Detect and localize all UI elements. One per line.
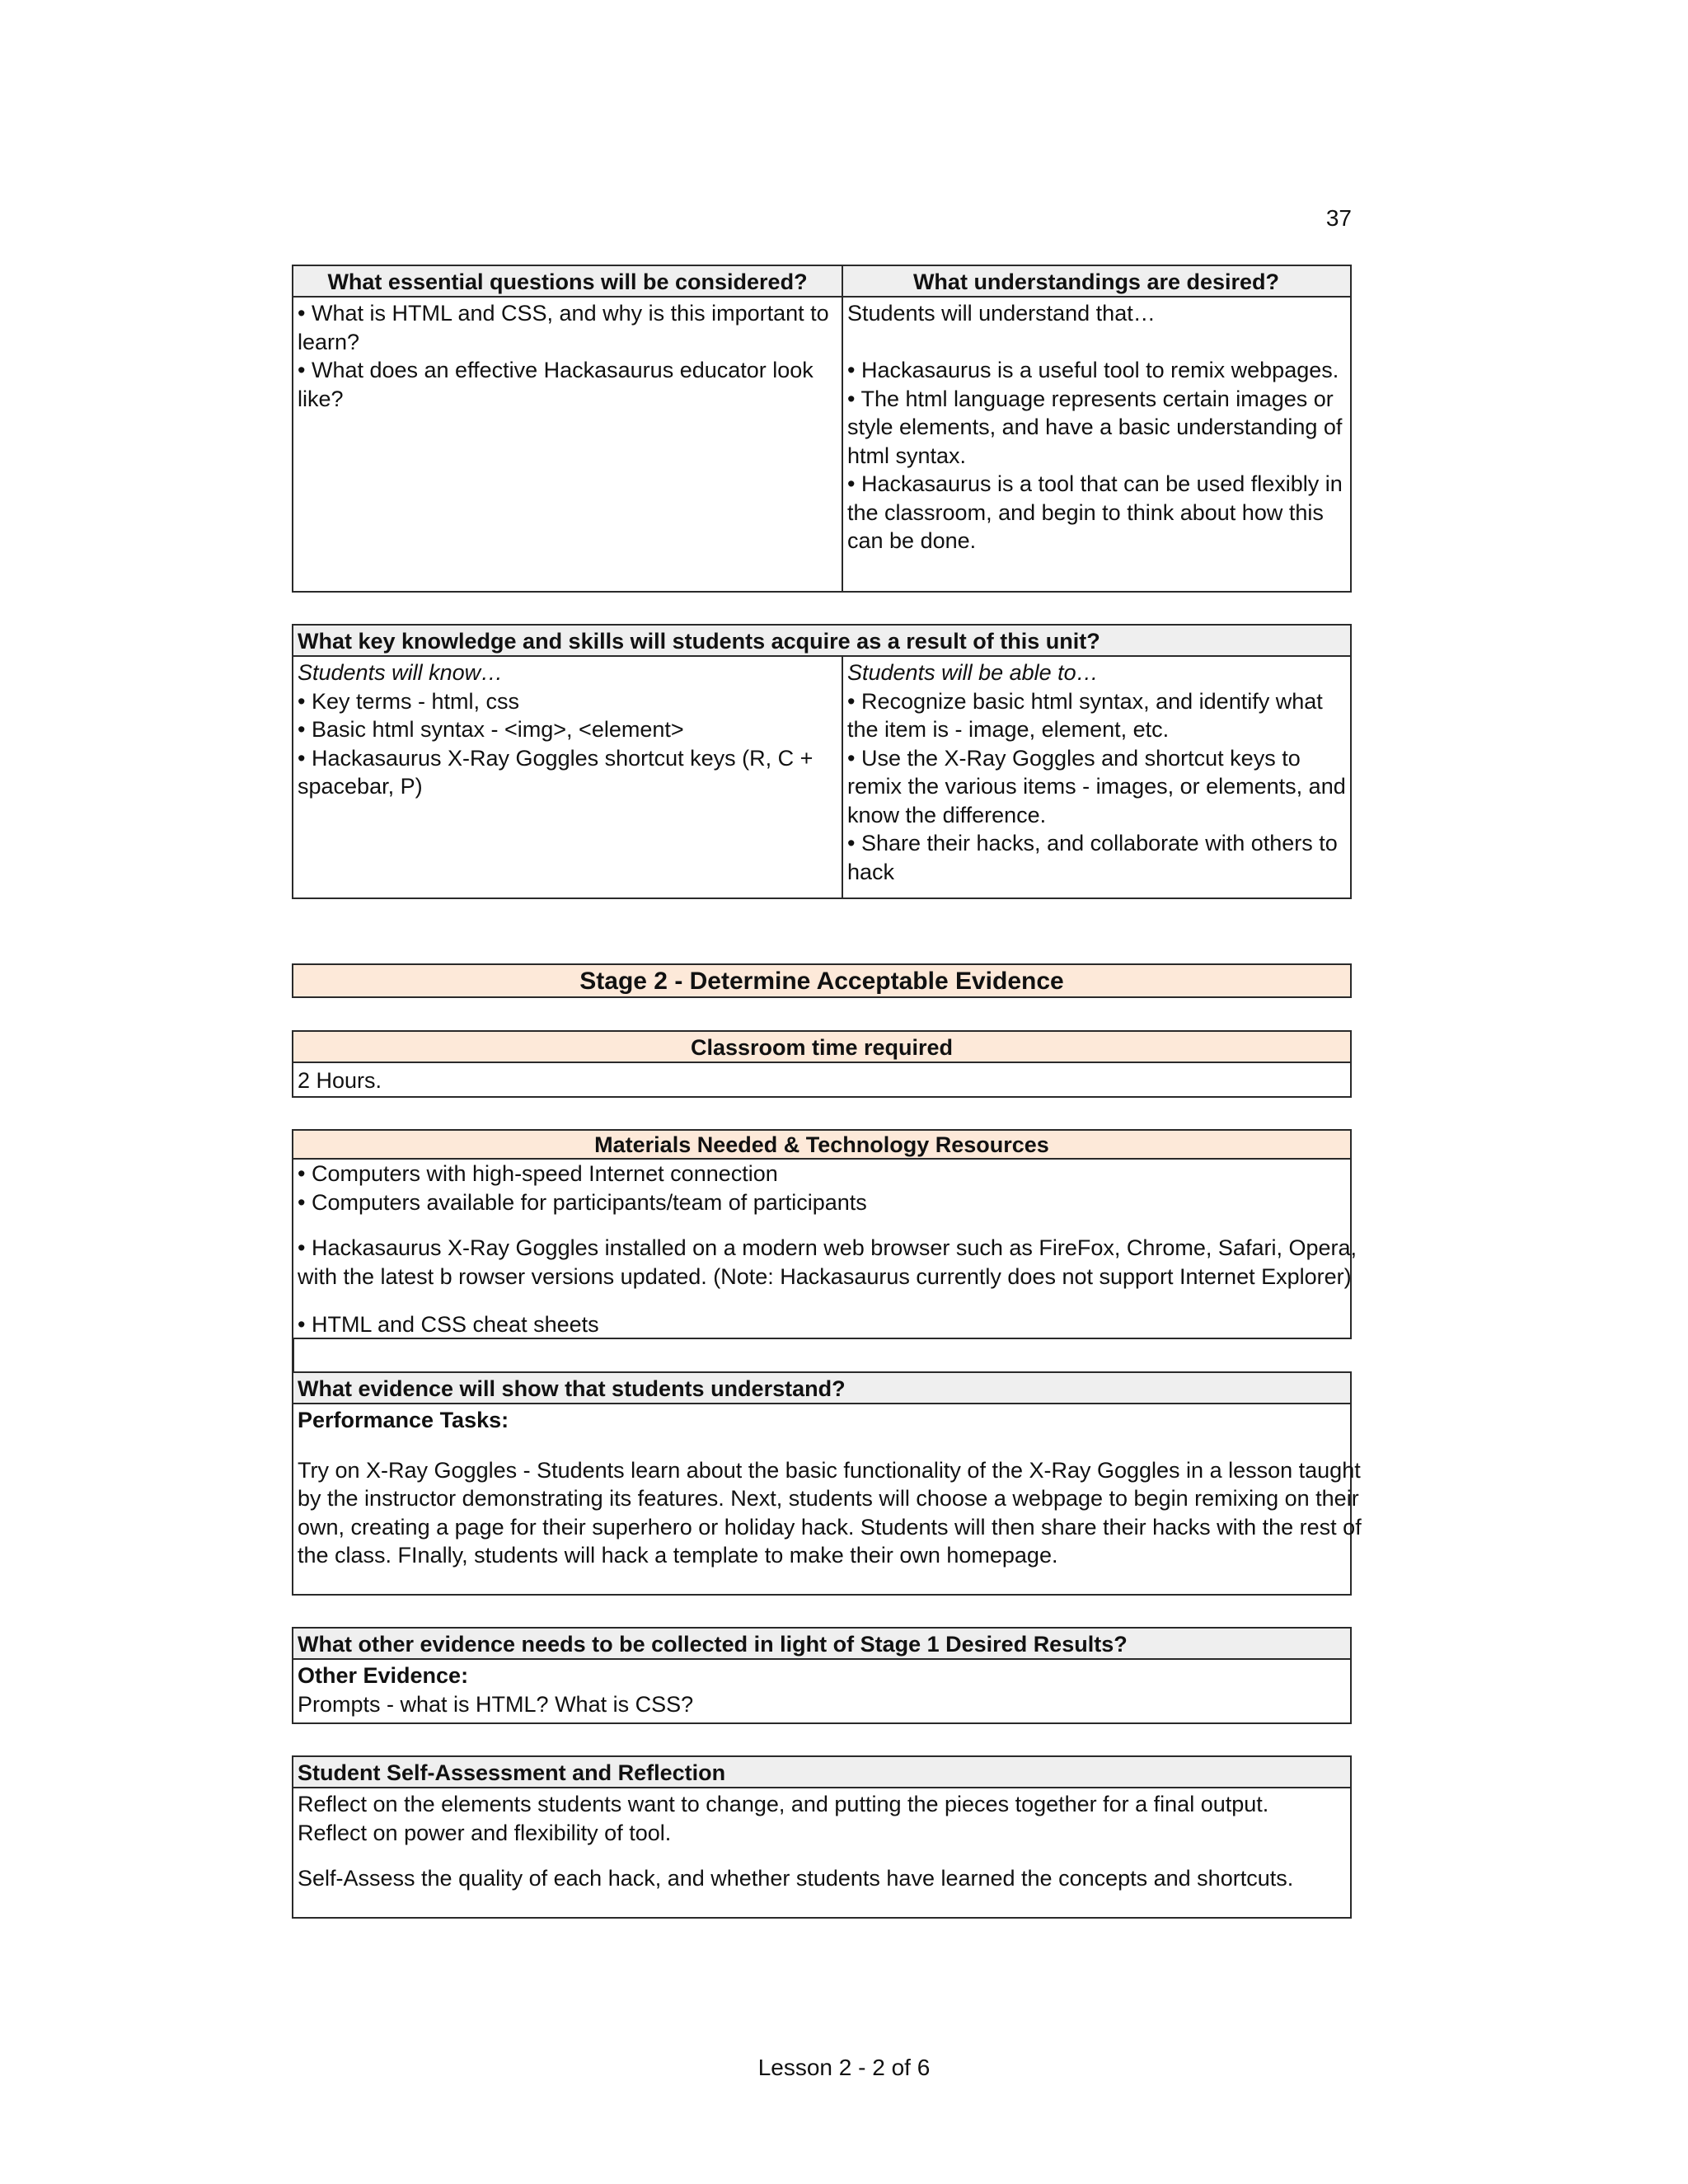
other-evidence-table xyxy=(292,1627,1352,1724)
understanding-line: • Hackasaurus is a tool that can be used flexibly in xyxy=(847,471,1343,496)
spacer xyxy=(298,1291,1350,1310)
self-assessment-body xyxy=(293,1788,1350,1893)
essential-questions-table xyxy=(292,265,1352,593)
material-line: • HTML and CSS cheat sheets xyxy=(298,1312,599,1337)
evidence-line: Try on X-Ray Goggles - Students learn about the basic functionality of the X-Ray Goggles in a lesson taught xyxy=(298,1457,1361,1483)
essential-questions-header-row xyxy=(293,266,1350,298)
materials-header: Materials Needed & Technology Resources xyxy=(293,1131,1350,1160)
skill-line: hack xyxy=(847,859,895,884)
stage-2-title: Stage 2 - Determine Acceptable Evidence xyxy=(292,963,1352,998)
evidence-line: own, creating a page for their superhero or holiday hack. Students will then share their hacks with the rest of xyxy=(298,1514,1362,1540)
knowledge-line: • Basic html syntax - <img>, <element> xyxy=(298,717,684,742)
evidence-table xyxy=(292,1371,1362,1596)
understanding-line: • Hackasaurus is a useful tool to remix webpages. xyxy=(847,358,1339,382)
material-line: • Hackasaurus X-Ray Goggles installed on a modern web browser such as FireFox, Chrome, Safari, Opera, xyxy=(298,1235,1357,1260)
other-evidence-body xyxy=(293,1660,1350,1718)
materials-divider xyxy=(292,1338,294,1373)
materials-table xyxy=(292,1129,1357,1339)
page-number: 37 xyxy=(1325,205,1352,231)
students-will-be-able-list xyxy=(843,657,1349,898)
spacer xyxy=(298,1847,1350,1864)
understanding-line: html syntax. xyxy=(847,443,967,468)
page-footer: Lesson 2 - 2 of 6 xyxy=(757,2055,931,2080)
materials-list xyxy=(293,1160,1357,1339)
students-will-be-able-intro: Students will be able to… xyxy=(847,660,1099,685)
material-line: • Computers available for participants/team of participants xyxy=(298,1189,867,1215)
skill-line: know the difference. xyxy=(847,802,1047,827)
evidence-body xyxy=(293,1404,1362,1570)
question-line: • What does an effective Hackasaurus educator look xyxy=(298,358,814,382)
spacer xyxy=(298,1435,1350,1456)
understandings-list xyxy=(843,298,1349,591)
students-will-know-intro: Students will know… xyxy=(298,660,504,685)
skill-line: • Recognize basic html syntax, and identify what xyxy=(847,688,1323,714)
key-knowledge-body xyxy=(293,657,1350,898)
classroom-time-value: 2 Hours. xyxy=(298,1068,382,1093)
question-line: like? xyxy=(298,386,344,411)
question-line: • What is HTML and CSS, and why is this important to xyxy=(298,301,829,326)
reflection-line: Reflect on power and flexibility of tool. xyxy=(298,1820,672,1845)
knowledge-line: • Hackasaurus X-Ray Goggles shortcut keys (R, C + xyxy=(298,745,814,771)
understanding-line: can be done. xyxy=(847,528,977,553)
material-line: with the latest b rowser versions updated. (Note: Hackasaurus currently does not support Internet Explorer) xyxy=(298,1263,1352,1289)
spacer xyxy=(847,328,1349,357)
essential-questions-list xyxy=(293,298,843,591)
self-assessment-table xyxy=(292,1755,1352,1919)
understandings-intro: Students will understand that… xyxy=(847,301,1156,326)
evidence-header: What evidence will show that students understand? xyxy=(293,1373,1350,1404)
skill-line: • Share their hacks, and collaborate with others to xyxy=(847,831,1338,855)
self-assessment-header: Student Self-Assessment and Reflection xyxy=(293,1757,1350,1788)
knowledge-line: spacebar, P) xyxy=(298,774,423,799)
key-knowledge-table xyxy=(292,624,1352,899)
essential-questions-header: What essential questions will be considered? xyxy=(293,266,843,296)
performance-tasks-label: Performance Tasks: xyxy=(298,1408,509,1432)
skill-line: remix the various items - images, or elements, and xyxy=(847,774,1346,799)
spacer xyxy=(298,1216,1350,1234)
classroom-time-header: Classroom time required xyxy=(293,1032,1350,1063)
understanding-line: the classroom, and begin to think about how this xyxy=(847,499,1324,525)
reflection-line: Reflect on the elements students want to change, and putting the pieces together for a final output. xyxy=(298,1792,1269,1816)
material-line: • Computers with high-speed Internet connection xyxy=(298,1161,778,1186)
evidence-line: by the instructor demonstrating its features. Next, students will choose a webpage to begin remixing on their xyxy=(298,1486,1359,1511)
other-evidence-header: What other evidence needs to be collected in light of Stage 1 Desired Results? xyxy=(293,1629,1350,1660)
understanding-line: • The html language represents certain images or xyxy=(847,386,1334,411)
key-knowledge-header: What key knowledge and skills will students acquire as a result of this unit? xyxy=(293,626,1350,657)
essential-questions-body xyxy=(293,298,1350,591)
evidence-line: the class. FInally, students will hack a template to make their own homepage. xyxy=(298,1543,1058,1568)
understanding-line: style elements, and have a basic understanding of xyxy=(847,415,1343,439)
understandings-header: What understandings are desired? xyxy=(912,269,1280,294)
skill-line: the item is - image, element, etc. xyxy=(847,717,1170,742)
self-assess-line: Self-Assess the quality of each hack, and whether students have learned the concepts and shortcuts. xyxy=(298,1866,1294,1891)
other-evidence-label: Other Evidence: xyxy=(298,1663,469,1688)
students-will-know-list xyxy=(293,657,843,898)
knowledge-line: • Key terms - html, css xyxy=(298,688,519,714)
other-evidence-line: Prompts - what is HTML? What is CSS? xyxy=(298,1691,694,1717)
question-line: learn? xyxy=(298,329,360,354)
skill-line: • Use the X-Ray Goggles and shortcut keys to xyxy=(847,745,1301,771)
classroom-time-table xyxy=(292,1030,1352,1098)
